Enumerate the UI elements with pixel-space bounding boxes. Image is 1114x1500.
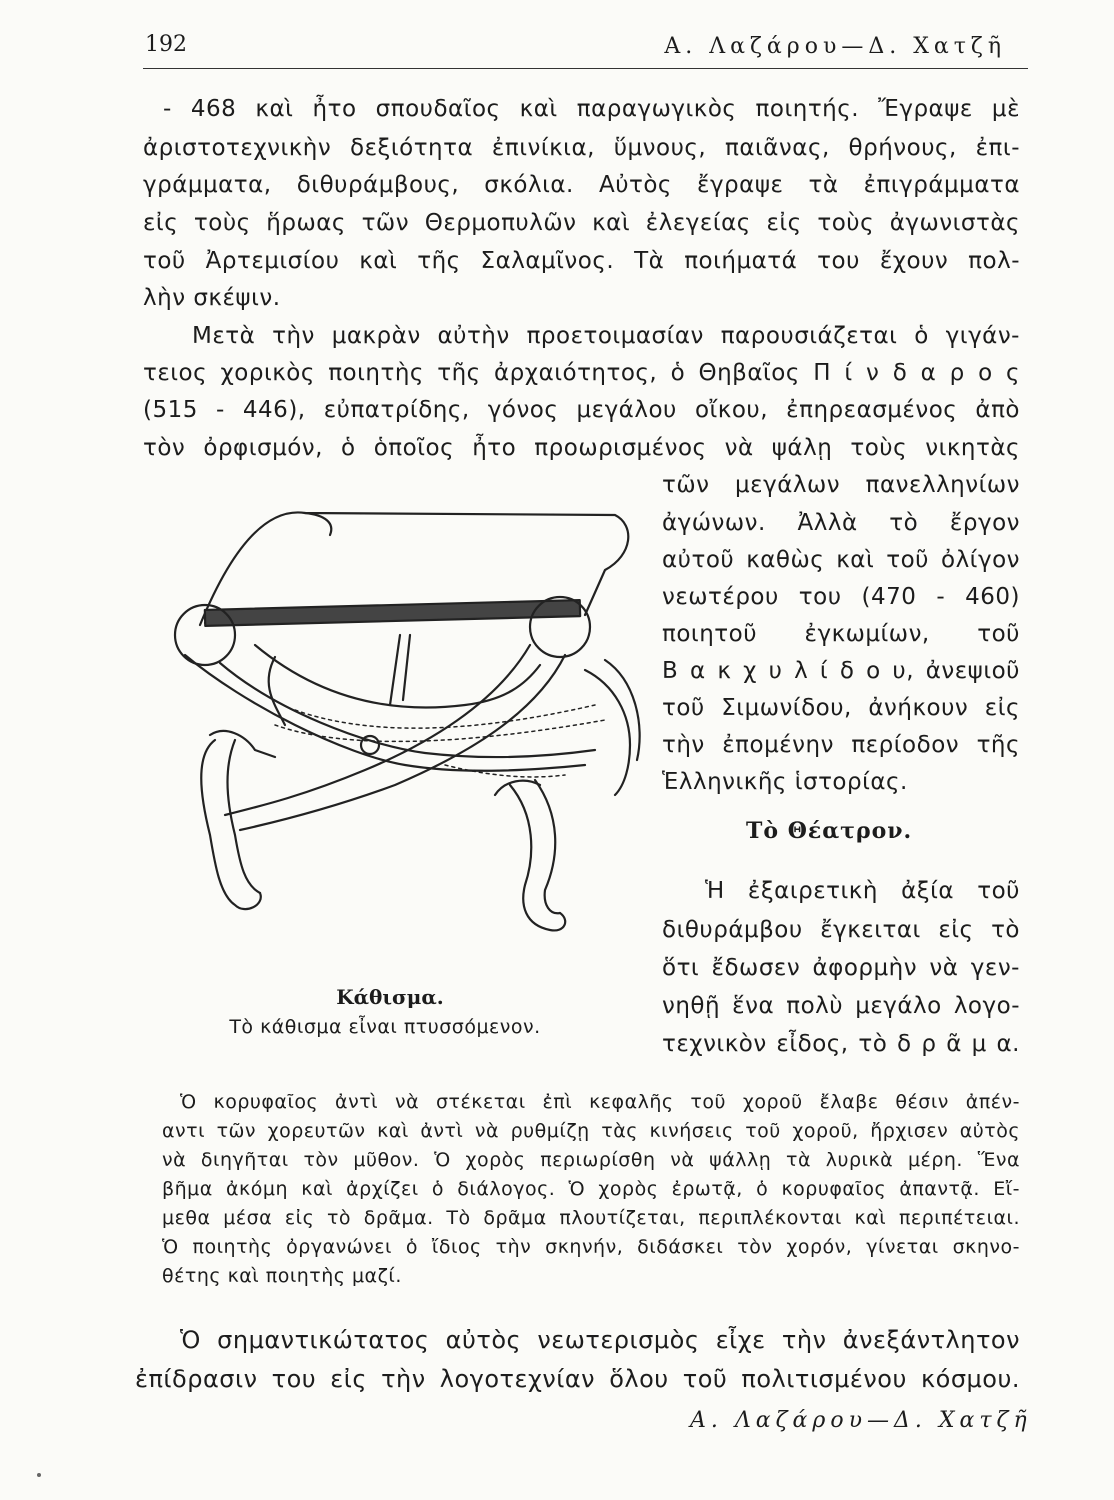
body-line: ποιητοῦ ἐγκωμίων, τοῦ <box>662 621 1020 647</box>
running-head: Α. Λαζάρου—Δ. Χατζῆ <box>664 34 1006 59</box>
page-speck <box>37 1473 41 1477</box>
section-heading: Τὸ Θέατρον. <box>746 818 913 844</box>
author-signature: Α. Λαζάρου—Δ. Χατζῆ <box>690 1408 1032 1433</box>
body-line: Ἡ ἐξαιρετικὴ ἀξία τοῦ <box>705 878 1020 904</box>
body-line: ἀγώνων. Ἀλλὰ τὸ ἔργον <box>662 510 1020 536</box>
body-line: τὴν ἐπομένην περίοδον τῆς <box>662 732 1020 758</box>
body-line: τεχνικὸν εἶδος, τὸ δ ρ ᾶ μ α. <box>662 1031 1020 1057</box>
small-line: βῆμα ἀκόμη καὶ ἀρχίζει ὁ διάλογος. Ὁ χορὸς ἐρωτᾷ, ὁ κορυφαῖος ἀπαντᾷ. Εἴ- <box>162 1178 1020 1200</box>
small-line: Ὁ ποιητὴς ὀργανώνει ὁ ἴδιος τὴν σκηνήν, διδάσκει τὸν χορόν, γίνεται σκηνο- <box>162 1236 1020 1258</box>
folding-stool-drawing <box>165 495 645 965</box>
page-header <box>143 28 1028 69</box>
body-line: (515 - 446), εὐπατρίδης, γόνος μεγάλου οἴκου, ἐπηρεασμένος ἀπὸ <box>143 397 1020 423</box>
body-line: νεωτέρου του (470 - 460) <box>662 584 1020 610</box>
body-line: αὐτοῦ καθὼς καὶ τοῦ ὀλίγον <box>662 547 1020 573</box>
body-line: διθυράμβου ἔγκειται εἰς τὸ <box>662 917 1020 943</box>
page-number: 192 <box>145 32 187 57</box>
body-line: Μετὰ τὴν μακρὰν αὐτὴν προετοιμασίαν παρουσιάζεται ὁ γιγάν- <box>192 323 1020 349</box>
body-line: τῶν μεγάλων πανελληνίων <box>662 472 1020 498</box>
body-line: - 468 καὶ ἦτο σπουδαῖος καὶ παραγωγικὸς ποιητής. Ἔγραψε μὲ <box>163 96 1020 122</box>
body-line: ὅτι ἔδωσεν ἀφορμὴν νὰ γεν- <box>662 955 1020 981</box>
small-line: αντι τῶν χορευτῶν καὶ ἀντὶ νὰ ρυθμίζῃ τὰς κινήσεις τοῦ χοροῦ, ἤρχισεν αὐτὸς <box>162 1120 1020 1142</box>
body-line: λὴν σκέψιν. <box>143 285 281 311</box>
body-line: Ὁ σημαντικώτατος αὐτὸς νεωτερισμὸς εἶχε τὴν ἀνεξάντλητον <box>180 1326 1020 1354</box>
body-line: νηθῇ ἕνα πολὺ μεγάλο λογο- <box>662 993 1020 1019</box>
body-line: τὸν ὀρφισμόν, ὁ ὁποῖος ἦτο προωρισμένος νὰ ψάλῃ τοὺς νικητὰς <box>143 435 1020 461</box>
small-line: μεθα μέσα εἰς τὸ δρᾶμα. Τὸ δρᾶμα πλουτίζεται, περιπλέκονται καὶ περιπέτειαι. <box>162 1207 1020 1229</box>
body-line: ἀριστοτεχνικὴν δεξιότητα ἐπινίκια, ὕμνους, παιᾶνας, θρήνους, ἐπι- <box>143 135 1020 161</box>
figure-caption-title: Κάθισμα. <box>336 985 444 1009</box>
stool-illustration <box>165 495 645 965</box>
body-line: τοῦ Ἀρτεμισίου καὶ τῆς Σαλαμῖνος. Τὰ ποιήματά του ἔχουν πολ- <box>143 248 1020 274</box>
small-line: Ὁ κορυφαῖος ἀντὶ νὰ στέκεται ἐπὶ κεφαλῆς τοῦ χοροῦ ἔλαβε θέσιν ἀπέν- <box>180 1091 1020 1113</box>
body-line: Ἑλληνικῆς ἱστορίας. <box>662 769 908 795</box>
body-line: ἐπίδρασιν του εἰς τὴν λογοτεχνίαν ὅλου τοῦ πολιτισμένου κόσμου. <box>135 1365 1020 1393</box>
body-line: Β α κ χ υ λ ί δ ο υ, ἀνεψιοῦ <box>662 658 1020 684</box>
body-line: εἰς τοὺς ἥρωας τῶν Θερμοπυλῶν καὶ ἐλεγείας εἰς τοὺς ἀγωνιστὰς <box>143 210 1020 236</box>
figure-caption-subtitle: Τὸ κάθισμα εἶναι πτυσσόμενον. <box>229 1016 541 1038</box>
small-line: νὰ διηγῆται τὸν μῦθον. Ὁ χορὸς περιωρίσθη νὰ ψάλλῃ τὰ λυρικὰ μέρη. Ἕνα <box>162 1149 1020 1171</box>
small-line: θέτης καὶ ποιητὴς μαζί. <box>162 1265 402 1287</box>
body-line: τοῦ Σιμωνίδου, ἀνήκουν εἰς <box>662 695 1020 721</box>
body-line: γράμματα, διθυράμβους, σκόλια. Αὐτὸς ἔγραψε τὰ ἐπιγράμματα <box>143 172 1020 198</box>
body-line: τειος χορικὸς ποιητὴς τῆς ἀρχαιότητος, ὁ Θηβαῖος Π ί ν δ α ρ ο ς <box>143 360 1020 386</box>
